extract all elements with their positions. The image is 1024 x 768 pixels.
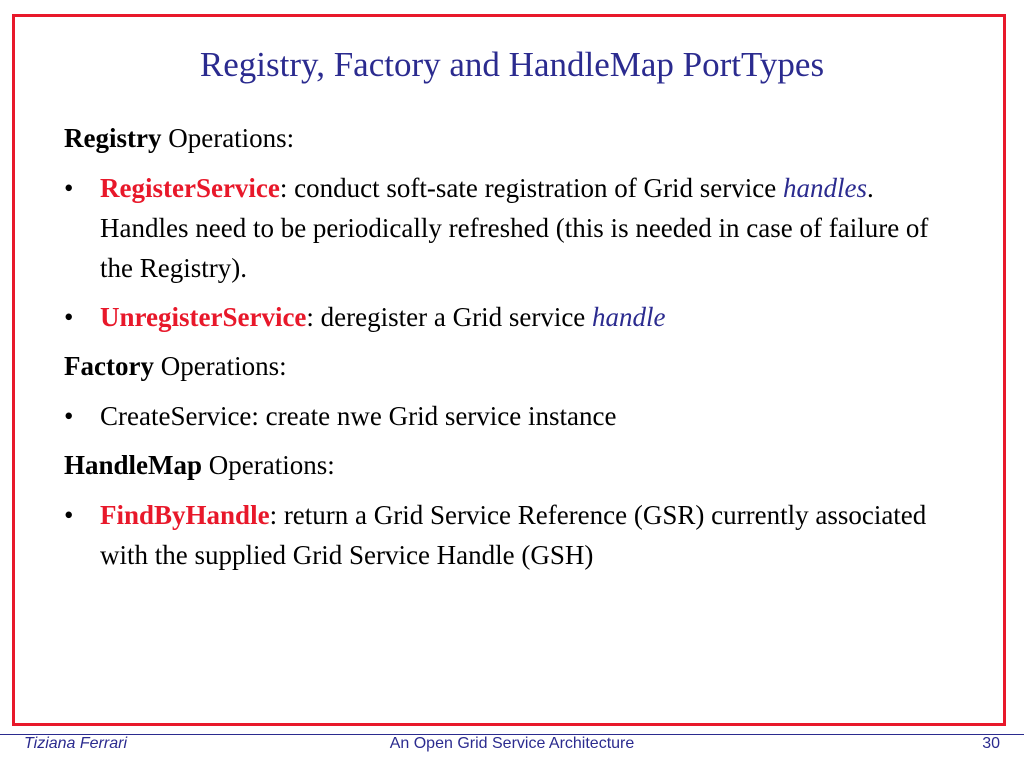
section-heading-bold: Factory bbox=[64, 351, 154, 381]
footer-page-number: 30 bbox=[982, 735, 1000, 752]
section-heading-registry bbox=[64, 118, 964, 158]
footer-author: Tiziana Ferrari bbox=[24, 735, 127, 752]
section-heading-rest: Operations: bbox=[202, 450, 335, 480]
bullet-text-rest: . Handles need to be periodically refreshed (this is needed in case of failure of the Registry). bbox=[100, 173, 929, 283]
bullet-text: : deregister a Grid service bbox=[306, 302, 593, 332]
bullet-marker: • bbox=[64, 500, 74, 530]
bullet-emphasis: handles bbox=[783, 173, 867, 203]
bullet-text: CreateService: create nwe Grid service instance bbox=[100, 401, 617, 431]
bullet-createservice bbox=[64, 396, 964, 436]
section-heading-factory bbox=[64, 346, 964, 386]
slide-title: Registry, Factory and HandleMap PortTypes bbox=[199, 45, 825, 84]
bullet-text: : conduct soft-sate registration of Grid service bbox=[279, 173, 783, 203]
term-registerservice: RegisterService bbox=[100, 173, 280, 203]
section-heading-bold: Registry bbox=[64, 123, 162, 153]
bullet-marker: • bbox=[64, 302, 74, 332]
bullet-text: : return a Grid Service Reference (GSR) currently associated with the supplied Grid Service Handle (GSH) bbox=[100, 500, 927, 570]
section-heading-bold: HandleMap bbox=[64, 450, 203, 480]
section-heading-rest: Operations: bbox=[153, 351, 287, 381]
footer-deck-title: An Open Grid Service Architecture bbox=[389, 735, 635, 752]
section-heading-handlemap bbox=[64, 445, 964, 485]
bullet-marker: • bbox=[64, 401, 74, 431]
bullet-unregisterservice bbox=[64, 297, 964, 337]
bullet-emphasis: handle bbox=[592, 302, 666, 332]
slide-body bbox=[64, 118, 964, 584]
term-findbyhandle: FindByHandle bbox=[100, 500, 270, 530]
term-unregisterservice: UnregisterService bbox=[100, 302, 307, 332]
bullet-marker: • bbox=[64, 173, 74, 203]
bullet-findbyhandle bbox=[64, 495, 964, 575]
section-heading-rest: Operations: bbox=[161, 123, 295, 153]
bullet-registerservice bbox=[64, 168, 964, 288]
